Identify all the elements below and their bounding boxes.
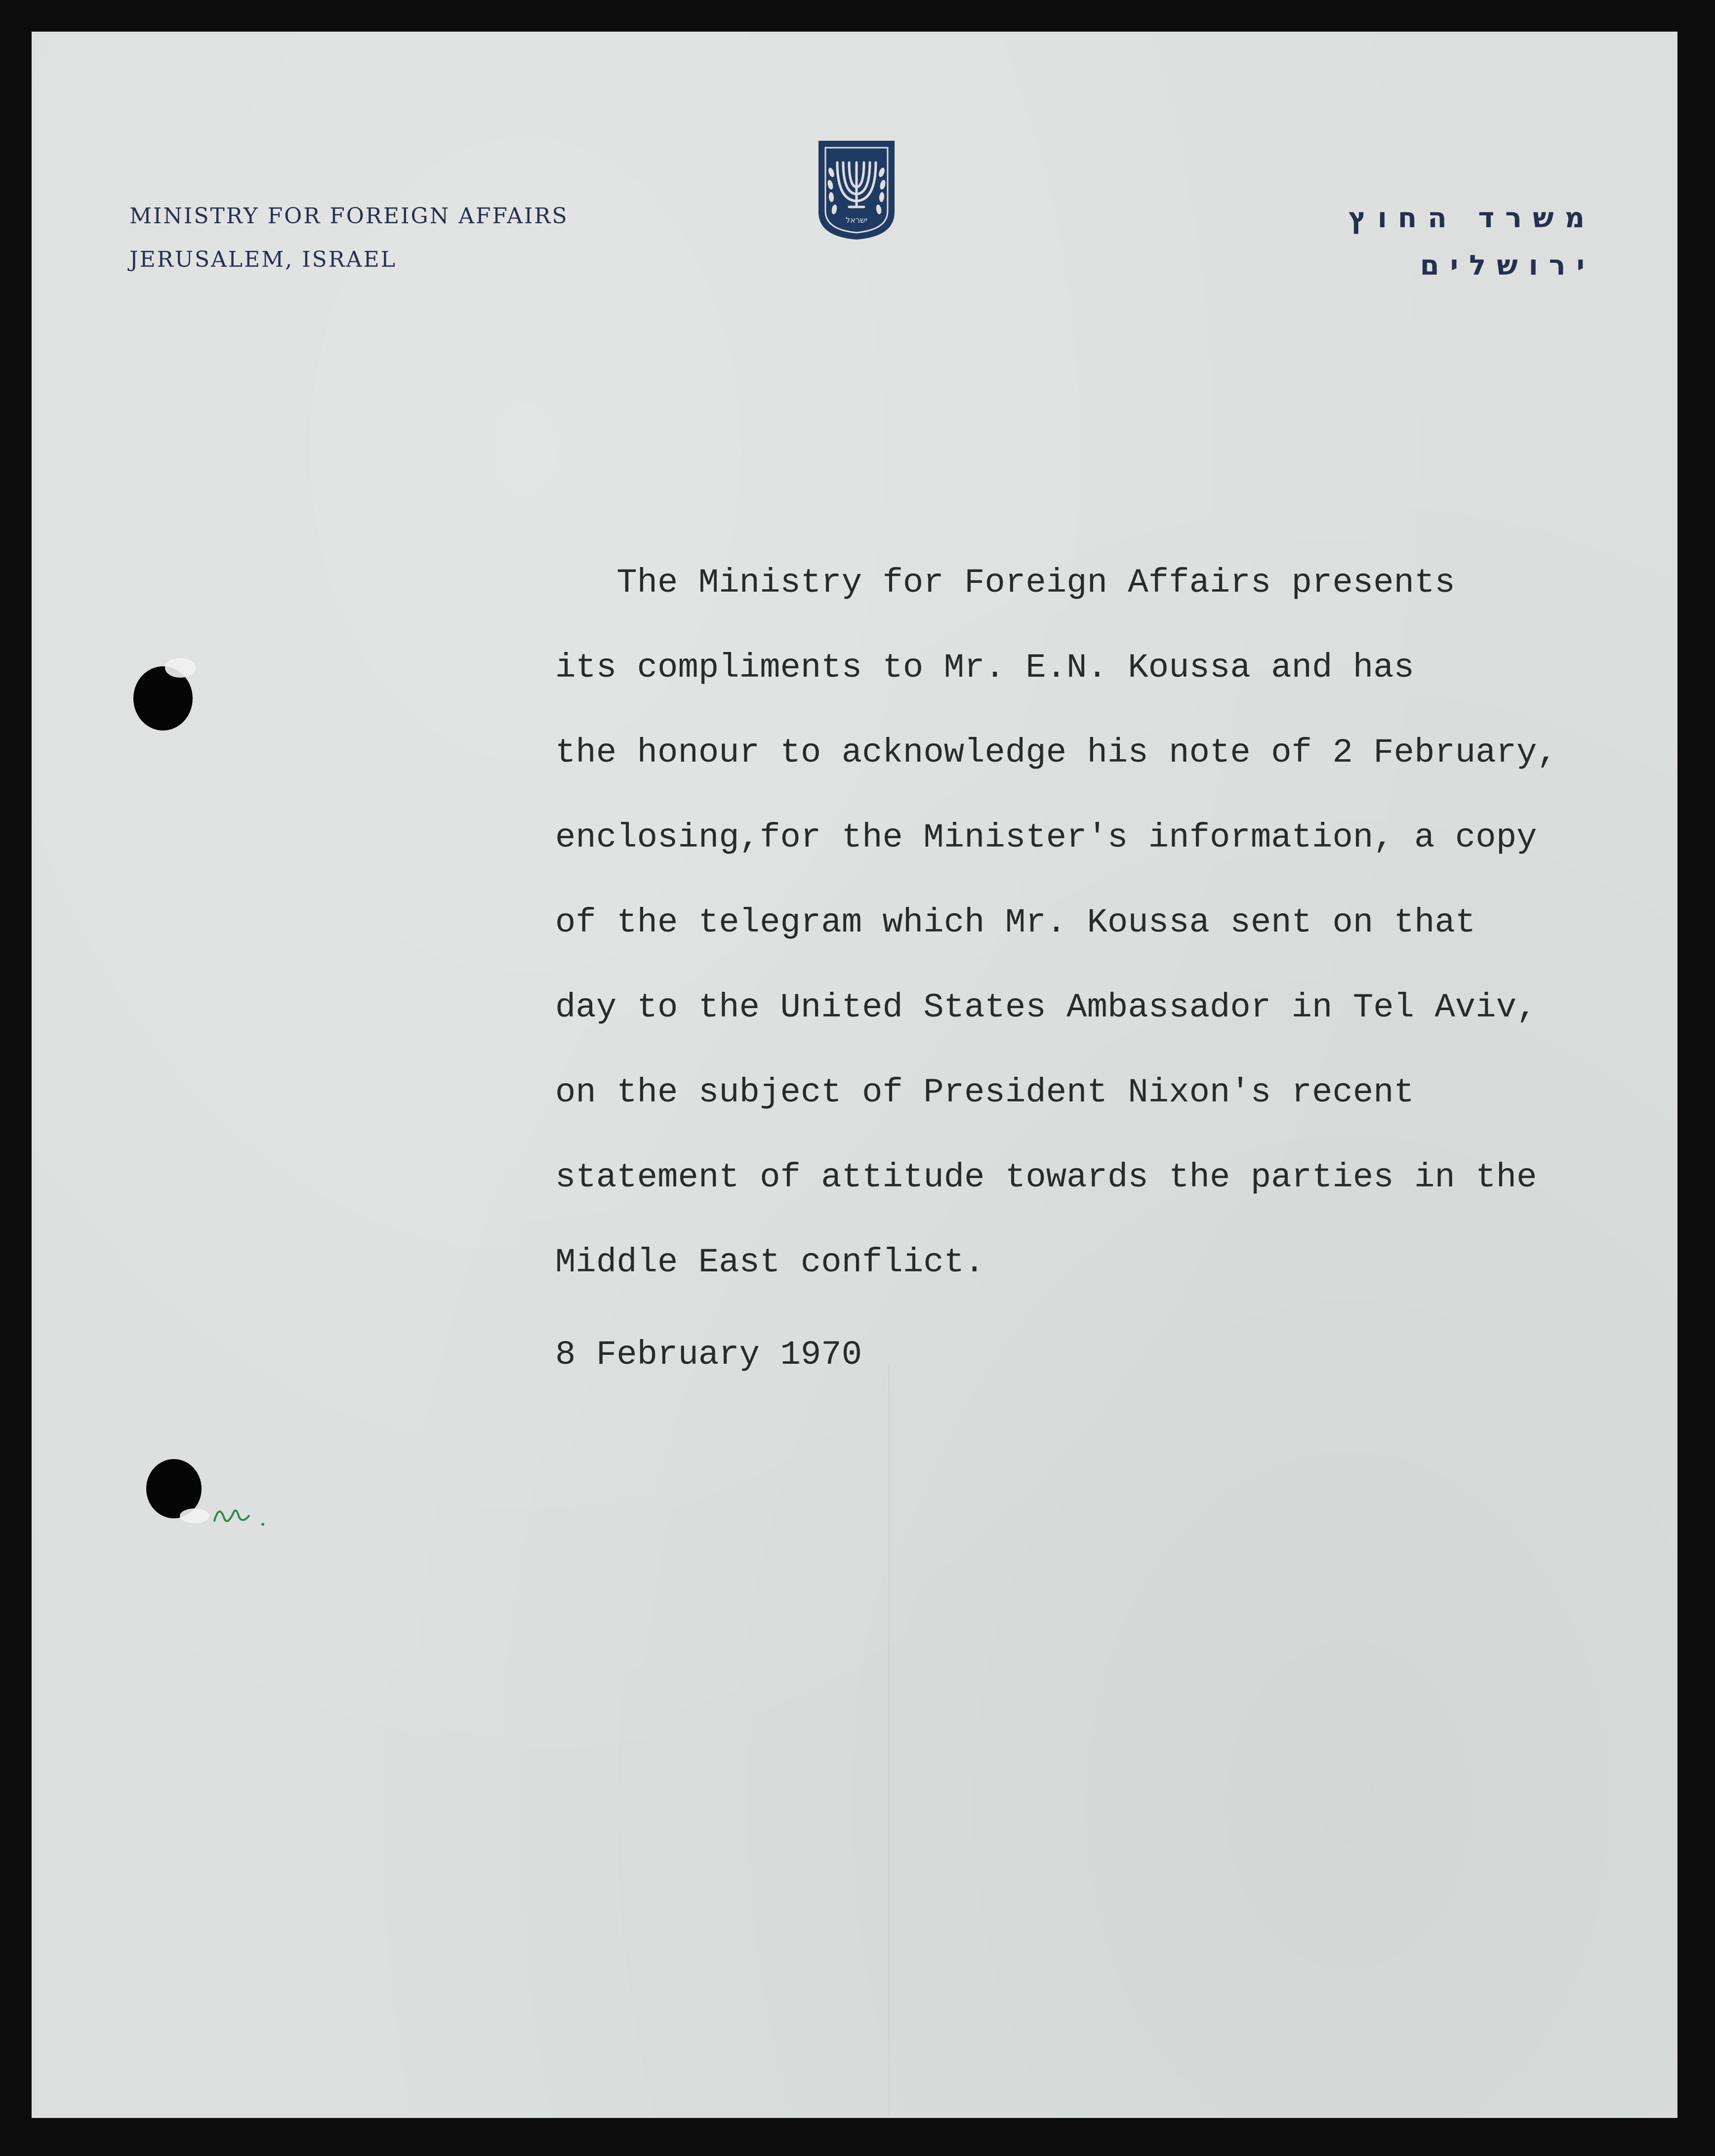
body-line: Middle East conflict. <box>555 1243 985 1282</box>
paper-crease <box>889 1365 890 2116</box>
letter-body <box>555 540 1662 1305</box>
letterhead-hebrew <box>1348 195 1595 289</box>
emblem-label: ישראל <box>846 215 867 225</box>
body-line: on the subject of President Nixon's recent <box>555 1073 1415 1112</box>
body-line: statement of attitude towards the parties in the <box>555 1158 1537 1197</box>
ministry-name: MINISTRY FOR FOREIGN AFFAIRS <box>129 203 569 229</box>
body-line: its compliments to Mr. E.N. Koussa and has <box>555 649 1415 687</box>
body-line: of the telegram which Mr. Koussa sent on that <box>555 903 1476 942</box>
ministry-location-hebrew: ירושלים <box>1420 249 1595 282</box>
menorah-emblem-icon <box>815 138 898 242</box>
ministry-location: JERUSALEM, ISRAEL <box>129 247 397 272</box>
ministry-name-hebrew: משרד החוץ <box>1348 202 1595 234</box>
body-line: the honour to acknowledge his note of 2 February, <box>555 733 1557 772</box>
body-line: enclosing,for the Minister's information, a copy <box>555 818 1537 857</box>
pencil-mark <box>204 1494 284 1533</box>
letter-date: 8 February 1970 <box>555 1336 862 1374</box>
body-line: The Ministry for Foreign Affairs presents <box>555 564 1455 602</box>
body-line: day to the United States Ambassador in Tel Aviv, <box>555 988 1537 1027</box>
letter-sheet <box>32 32 1677 2118</box>
paper-tear <box>165 658 196 678</box>
letterhead-english <box>129 195 569 282</box>
